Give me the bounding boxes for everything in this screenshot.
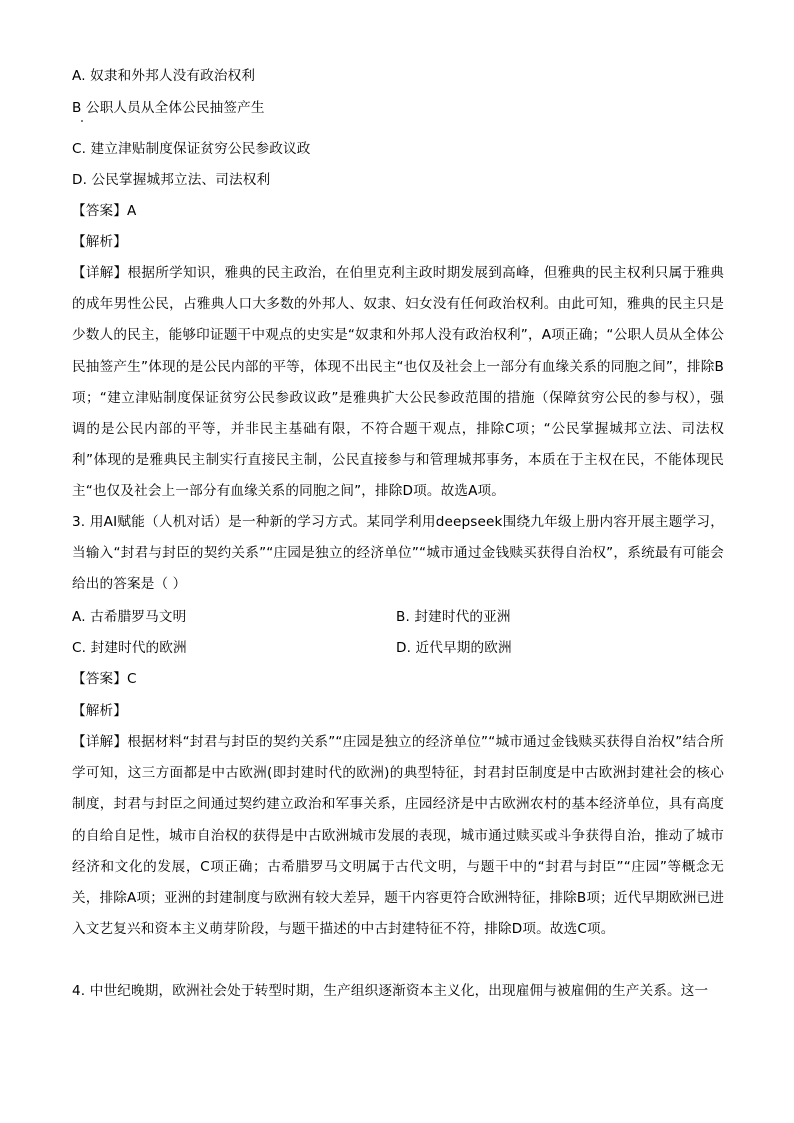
q2-answer: 【答案】A — [72, 203, 137, 219]
q3-stem: 3. 用AI赋能（人机对话）是一种新的学习方式。某同学利用deepseek围绕九年级上册内容开展主题学习，当输入“封君与封臣的契约关系”“庄园是独立的经济单位”“城市通过金钱赎买获得自治权”，系统最有可能会给出的答案是（ ） — [72, 514, 724, 593]
q2-option-d: D. 公民掌握城邦立法、司法权利 — [72, 172, 271, 188]
q2-option-a: A. 奴隶和外邦人没有政治权利 — [72, 68, 256, 84]
q3-option-a: A. 古希腊罗马文明 — [72, 609, 187, 625]
stray-dot — [81, 120, 83, 122]
q3-answer: 【答案】C — [72, 671, 137, 687]
q2-option-c: C. 建立津贴制度保证贫穷公民参政议政 — [72, 141, 311, 157]
q3-option-b: B. 封建时代的亚洲 — [396, 609, 511, 625]
q3-option-c: C. 封建时代的欧洲 — [72, 640, 187, 656]
q2-detail: 【详解】根据所学知识，雅典的民主政治，在伯里克利主政时期发展到高峰，但雅典的民主权利只属于雅典的成年男性公民，占雅典人口大多数的外邦人、奴隶、妇女没有任何政治权利。由此可知，雅典的民主只是少数人的民主，能够印证题干中观点的史实是“奴隶和外邦人没有政治权利”，A项正确；“公职人员从全体公民抽签产生”体现的是公民内部的平等，体现不出民主“也仅及社会上一部分有血缘关系的同胞之间”，排除B项；“建立津贴制度保证贫穷公民参政议政”是雅典扩大公民参政范围的措施（保障贫穷公民的参与权），强调的是公民内部的平等，并非民主基础有限，不符合题干观点，排除C项；“公民掌握城邦立法、司法权利”体现的是雅典民主制实行直接民主制，公民直接参与和管理城邦事务，本质在于主权在民，不能体现民主“也仅及社会上一部分有血缘关系的同胞之间”，排除D项。故选A项。 — [72, 265, 724, 500]
q3-detail: 【详解】根据材料“封君与封臣的契约关系”“庄园是独立的经济单位”“城市通过金钱赎买获得自治权”结合所学可知，这三方面都是中古欧洲(即封建时代的欧洲)的典型特征，封君封臣制度是中古欧洲封建社会的核心制度，封君与封臣之间通过契约建立政治和军事关系，庄园经济是中古欧洲农村的基本经济单位，具有高度的自给自足性，城市自治权的获得是中古欧洲城市发展的表现，城市通过赎买或斗争获得自治，推动了城市经济和文化的发展，C项正确；古希腊罗马文明属于古代文明，与题干中的“封君与封臣”“庄园”等概念无关，排除A项；亚洲的封建制度与欧洲有较大差异，题干内容更符合欧洲特征，排除B项；近代早期欧洲已进入文艺复兴和资本主义萌芽阶段，与题干描述的中古封建特征不符，排除D项。故选C项。 — [72, 734, 724, 938]
q4-stem: 4. 中世纪晚期，欧洲社会处于转型时期，生产组织逐渐资本主义化，出现雇佣与被雇佣的生产关系。这一 — [72, 983, 709, 999]
q2-option-b: B 公职人员从全体公民抽签产生 — [72, 100, 265, 116]
q3-analysis-label: 【解析】 — [72, 703, 127, 719]
q3-option-d: D. 近代早期的欧洲 — [396, 640, 512, 656]
q2-analysis-label: 【解析】 — [72, 234, 127, 250]
